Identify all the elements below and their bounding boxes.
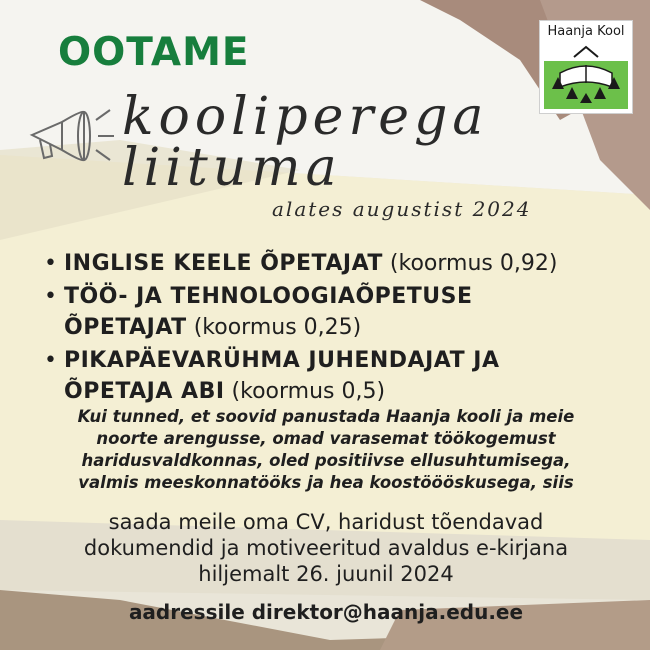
logo-emblem-icon [544, 43, 628, 109]
intro-paragraph [40, 406, 612, 494]
position-title: TÖÖ- JA TEHNOLOOGIAÕPETUSE [64, 284, 473, 309]
bullet: • [44, 348, 57, 373]
script-title-line2: liituma [122, 138, 342, 198]
position-item [44, 281, 634, 343]
position-load: (koormus 0,25) [193, 315, 362, 340]
position-load: (koormus 0,92) [389, 251, 558, 276]
position-load: (koormus 0,5) [231, 379, 386, 404]
paragraph-line: valmis meeskonnatööks ja hea koostöööskusega, siis [78, 473, 574, 492]
bullet: • [44, 284, 57, 309]
cta-line: saada meile oma CV, haridust tõendavad [108, 510, 544, 534]
megaphone-icon [22, 100, 122, 170]
call-to-action [20, 509, 632, 587]
script-date: alates augustist 2024 [272, 197, 532, 221]
bullet: • [44, 251, 57, 276]
email-link[interactable]: direktor@haanja.edu.ee [251, 600, 524, 624]
address-prefix: aadressile [128, 600, 245, 624]
headline: OOTAME [58, 30, 250, 75]
position-title-cont: ÕPETAJAT [64, 315, 187, 340]
cta-line: dokumendid ja motiveeritud avaldus e-kirjana [83, 536, 569, 560]
position-item [44, 345, 634, 407]
position-title-cont: ÕPETAJA ABI [64, 379, 225, 404]
position-title: PIKAPÄEVARÜHMA JUHENDAJAT JA [64, 348, 500, 373]
paragraph-line: haridusvaldkonnas, oled positiivse ellusuhtumisega, [81, 451, 571, 470]
script-title-line1: kooliperega [122, 87, 489, 147]
paragraph-line: noorte arengusse, omad varasemat töökogemust [96, 429, 556, 448]
paragraph-line: Kui tunned, et soovid panustada Haanja kooli ja meie [77, 407, 575, 426]
cta-line: hiljemalt 26. juunil 2024 [198, 562, 454, 586]
position-item [44, 248, 634, 279]
position-title: INGLISE KEELE ÕPETAJAT [64, 251, 383, 276]
address-line [20, 600, 632, 624]
school-logo [539, 20, 633, 114]
positions-list [44, 248, 634, 409]
logo-text: Haanja Kool [547, 24, 625, 39]
